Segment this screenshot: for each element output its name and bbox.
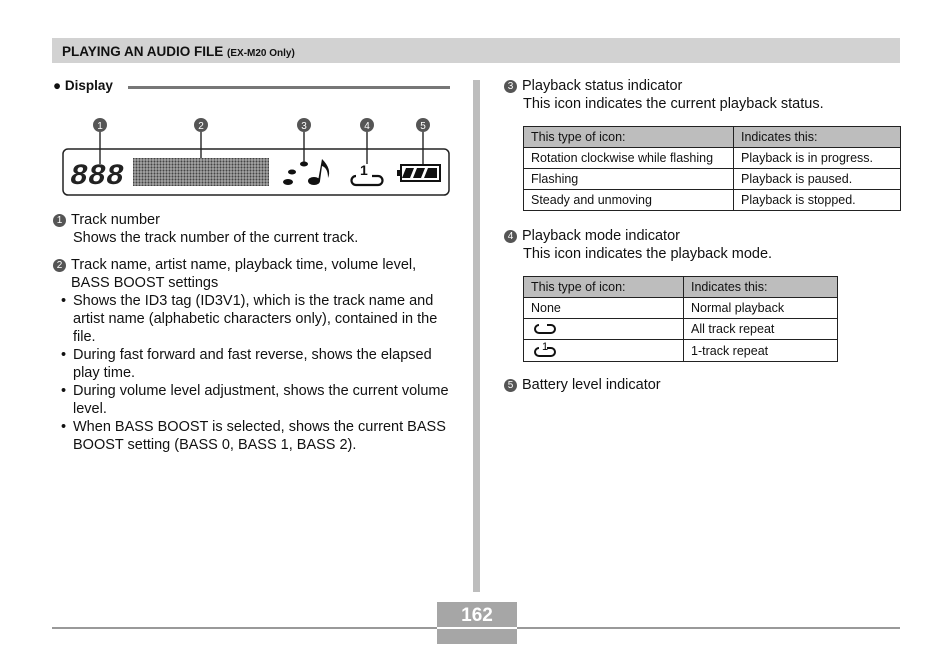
svg-text:1: 1 bbox=[360, 162, 368, 178]
svg-text:1: 1 bbox=[542, 341, 549, 353]
column-divider bbox=[473, 80, 480, 592]
lcd-display-diagram bbox=[60, 114, 455, 196]
svg-text:5: 5 bbox=[420, 121, 426, 132]
item-track-number: 1 Track number Shows the track number of the current track. bbox=[53, 211, 453, 247]
display-heading: ● Display bbox=[53, 78, 113, 93]
playback-status-icon bbox=[283, 159, 329, 185]
header-title: PLAYING AN AUDIO FILE (EX-M20 Only) bbox=[62, 44, 295, 59]
playback-mode-section: 4 Playback mode indicator This icon indicates the playback mode. bbox=[504, 227, 772, 263]
all-repeat-icon bbox=[524, 319, 684, 340]
svg-text:4: 4 bbox=[364, 121, 370, 132]
svg-text:1: 1 bbox=[97, 121, 103, 132]
left-column bbox=[53, 211, 453, 454]
svg-text:888: 888 bbox=[70, 160, 125, 194]
page-number-box bbox=[437, 602, 517, 644]
playback-status-section: 3 Playback status indicator This icon indicates the current playback status. bbox=[504, 77, 824, 113]
heading-rule bbox=[128, 86, 450, 89]
callout-markers bbox=[93, 118, 430, 132]
page-number: 162 bbox=[461, 605, 493, 626]
battery-icon bbox=[397, 165, 440, 181]
item-track-name: 2 Track name, artist name, playback time, volume level, BASS BOOST settings bbox=[53, 256, 453, 292]
one-repeat-icon bbox=[524, 340, 684, 362]
page-header bbox=[52, 38, 900, 63]
playback-status-table: This type of icon: Indicates this: Rotation clockwise while flashing Playback is in progress. Flashing Playback is paused. Steady and unmoving Playback is stopped. bbox=[523, 126, 901, 211]
playback-mode-table: This type of icon: Indicates this: None Normal playback All track repeat 1 1-track repeat bbox=[523, 276, 838, 362]
battery-section: 5 Battery level indicator bbox=[504, 376, 661, 394]
svg-text:3: 3 bbox=[301, 121, 307, 132]
bullet-list: • Shows the ID3 tag (ID3V1), which is the track name and artist name (alphabetic characters only), contained in the file. • During fast forward and fast reverse, shows the elapsed play time. • During volume level adjustment, shows the current volume level. • When BASS BOOST is selected, shows the current BASS BOOST setting (BASS 0, BASS 1, BASS 2). bbox=[61, 293, 449, 453]
svg-text:2: 2 bbox=[198, 121, 204, 132]
